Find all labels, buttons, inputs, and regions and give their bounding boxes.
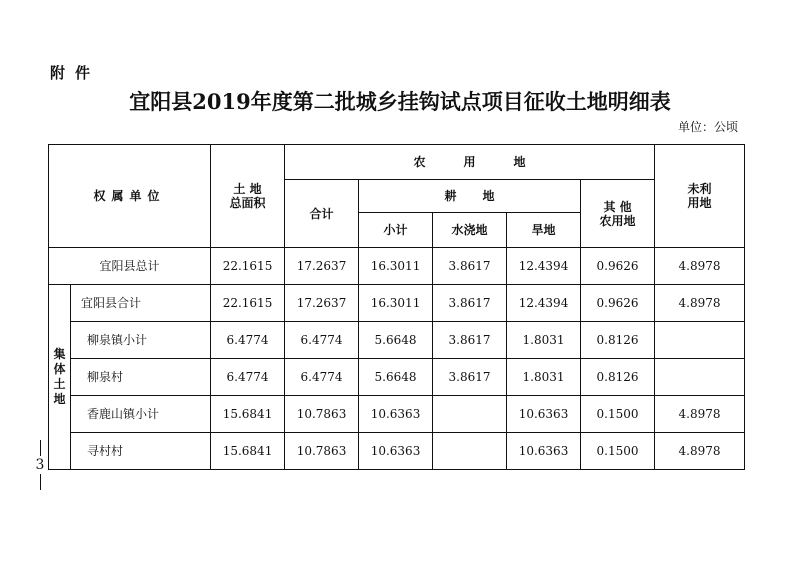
cell-arable: 5.6648: [359, 322, 433, 359]
cell-dry: 10.6363: [507, 396, 581, 433]
header-other-agri: [581, 180, 655, 248]
cell-irrigated: 3.8617: [433, 285, 507, 322]
cell-arable: 16.3011: [359, 285, 433, 322]
cell-arable: 16.3011: [359, 248, 433, 285]
cell-agri: 17.2637: [285, 285, 359, 322]
cell-unused: [655, 359, 745, 396]
cell-unused: 4.8978: [655, 285, 745, 322]
cell-unused: 4.8978: [655, 248, 745, 285]
cell-irrigated: [433, 396, 507, 433]
header-agri-subtotal: 合计: [285, 180, 359, 248]
cell-arable: 10.6363: [359, 433, 433, 470]
header-other-agri-line2: 农用地: [599, 213, 636, 228]
cell-agri: 6.4774: [285, 322, 359, 359]
header-unused-line2: 用地: [687, 196, 712, 210]
page-number-dash-top: [40, 440, 41, 456]
header-other-agri-line1: 其 他: [603, 199, 632, 214]
land-detail-table: [48, 144, 745, 470]
cell-other: 0.8126: [581, 359, 655, 396]
cell-total: 6.4774: [211, 359, 285, 396]
cell-other: 0.1500: [581, 396, 655, 433]
cell-total: 15.6841: [211, 396, 285, 433]
cell-irrigated: [433, 433, 507, 470]
table-row: [49, 396, 745, 433]
row-name: 香鹿山镇小计: [71, 396, 211, 433]
cell-dry: 12.4394: [507, 248, 581, 285]
page-title: 宜阳县2019年度第二批城乡挂钩试点项目征收土地明细表: [129, 89, 671, 114]
row-name: 宜阳县总计: [49, 248, 211, 285]
header-arable: 耕地: [359, 180, 581, 213]
cell-other: 0.8126: [581, 322, 655, 359]
header-unused-line1: 未利: [687, 182, 712, 196]
cell-total: 15.6841: [211, 433, 285, 470]
header-arable-subtotal: 小计: [359, 213, 433, 248]
cell-agri: 6.4774: [285, 359, 359, 396]
cell-other: 0.9626: [581, 248, 655, 285]
header-owner: 权属单位: [49, 145, 211, 248]
cell-dry: 12.4394: [507, 285, 581, 322]
header-irrigated: 水浇地: [433, 213, 507, 248]
cell-other: 0.1500: [581, 433, 655, 470]
table-row: [49, 322, 745, 359]
table-row: [49, 359, 745, 396]
cell-arable: 5.6648: [359, 359, 433, 396]
cell-total: 6.4774: [211, 322, 285, 359]
table-row: [49, 248, 745, 285]
page-number-value: 3: [35, 457, 45, 473]
row-name: 宜阳县合计: [71, 285, 211, 322]
cell-total: 22.1615: [211, 285, 285, 322]
header-total-area: [211, 145, 285, 248]
unit-label: 单位：公顷: [677, 120, 738, 134]
cell-unused: [655, 322, 745, 359]
cell-unused: 4.8978: [655, 396, 745, 433]
header-total-area-line1: 土 地: [233, 182, 262, 196]
header-agri: 农用地: [285, 145, 655, 180]
group-collective-land: 集 体 土 地: [49, 285, 71, 470]
row-name: 寻村村: [71, 433, 211, 470]
row-name: 柳泉镇小计: [71, 322, 211, 359]
cell-irrigated: 3.8617: [433, 359, 507, 396]
cell-unused: 4.8978: [655, 433, 745, 470]
attachment-label: 附件: [50, 64, 101, 82]
cell-other: 0.9626: [581, 285, 655, 322]
cell-total: 22.1615: [211, 248, 285, 285]
cell-agri: 17.2637: [285, 248, 359, 285]
page-number: [32, 440, 48, 490]
table-row: [49, 285, 745, 322]
table-row: [49, 433, 745, 470]
cell-agri: 10.7863: [285, 396, 359, 433]
header-total-area-line2: 总面积: [229, 196, 266, 210]
page-number-dash-bottom: [40, 474, 41, 490]
cell-dry: 10.6363: [507, 433, 581, 470]
cell-agri: 10.7863: [285, 433, 359, 470]
cell-dry: 1.8031: [507, 322, 581, 359]
cell-dry: 1.8031: [507, 359, 581, 396]
cell-irrigated: 3.8617: [433, 322, 507, 359]
cell-arable: 10.6363: [359, 396, 433, 433]
header-dry: 旱地: [507, 213, 581, 248]
cell-irrigated: 3.8617: [433, 248, 507, 285]
header-unused: [655, 145, 745, 248]
row-name: 柳泉村: [71, 359, 211, 396]
